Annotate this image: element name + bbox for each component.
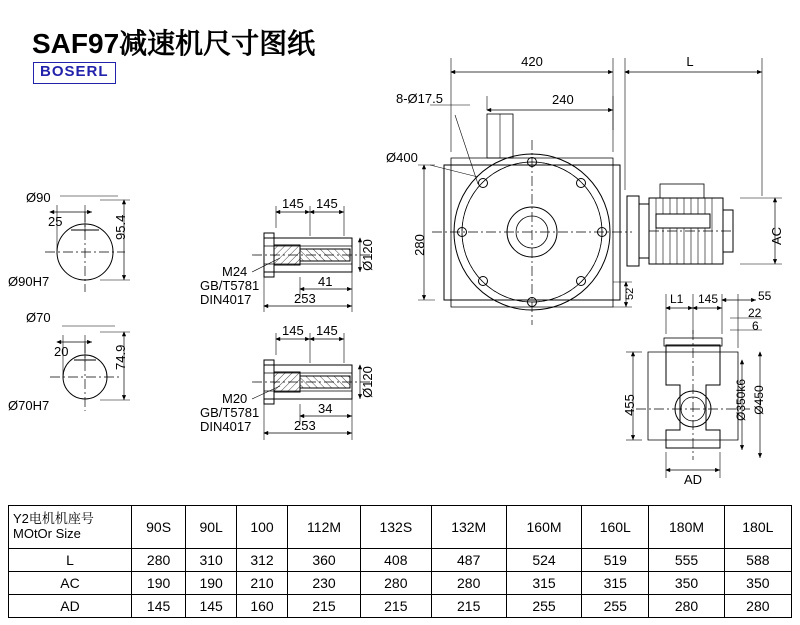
label-hs1-d120: Ø120 bbox=[360, 239, 375, 271]
table-cell: 280 bbox=[431, 572, 506, 595]
table-cell: 190 bbox=[132, 572, 186, 595]
table-cell: 588 bbox=[724, 549, 791, 572]
table-cell: 145 bbox=[132, 595, 186, 618]
label-dim-52: 52 bbox=[624, 287, 636, 300]
label-dim-145r: 145 bbox=[698, 292, 719, 306]
label-dim-450: Ø450 bbox=[752, 385, 766, 415]
label-shaft1-954: 95.4 bbox=[113, 214, 128, 240]
label-shaft1-d90: Ø90 bbox=[26, 190, 51, 205]
label-hs1-145b: 145 bbox=[316, 196, 338, 211]
label-hs2-m20: M20 bbox=[222, 391, 248, 406]
dimensions-table bbox=[8, 505, 792, 618]
label-hs2-253: 253 bbox=[294, 418, 316, 433]
label-shaft1-bore: Ø90H7 bbox=[8, 274, 50, 289]
table-cell: 315 bbox=[582, 572, 649, 595]
shaft-view-90 bbox=[45, 196, 130, 292]
label-dim-L: L bbox=[686, 54, 694, 69]
table-col-header: 112M bbox=[287, 506, 360, 549]
label-hs2-gb: GB/T5781 bbox=[200, 405, 260, 420]
label-dim-6: 6 bbox=[752, 319, 759, 333]
label-hs1-m24: M24 bbox=[222, 264, 248, 279]
label-dim-AC: AC bbox=[769, 226, 784, 246]
label-hs2-145a: 145 bbox=[282, 323, 304, 338]
table-cell: 190 bbox=[186, 572, 237, 595]
table-cell: 315 bbox=[506, 572, 581, 595]
table-cell: 555 bbox=[649, 549, 724, 572]
table-row bbox=[9, 572, 792, 595]
table-cell: 312 bbox=[237, 549, 288, 572]
table-row bbox=[9, 595, 792, 618]
label-dim-455: 455 bbox=[622, 394, 637, 416]
label-dim-280: 280 bbox=[412, 234, 427, 256]
table-cell: 280 bbox=[361, 572, 431, 595]
table-cell: 350 bbox=[724, 572, 791, 595]
label-hs1-41: 41 bbox=[318, 274, 333, 289]
label-shaft2-d70: Ø70 bbox=[26, 310, 51, 325]
label-hs2-34: 34 bbox=[318, 401, 333, 416]
table-cell: 310 bbox=[186, 549, 237, 572]
table-cell: 487 bbox=[431, 549, 506, 572]
corner-line-1: Y2电机机座号 bbox=[13, 511, 94, 527]
table-cell: 145 bbox=[186, 595, 237, 618]
brand-logo: BOSERL bbox=[33, 62, 116, 84]
label-hs1-145a: 145 bbox=[282, 196, 304, 211]
label-dim-AD: AD bbox=[683, 472, 703, 487]
table-header-row bbox=[9, 506, 792, 549]
label-hs2-din: DIN4017 bbox=[200, 419, 252, 434]
label-dim-55: 55 bbox=[758, 289, 772, 303]
table-row bbox=[9, 549, 792, 572]
table-cell: 215 bbox=[287, 595, 360, 618]
table-col-header: 90L bbox=[186, 506, 237, 549]
label-shaft2-20: 20 bbox=[54, 344, 69, 359]
label-dim-22: 22 bbox=[748, 306, 762, 320]
label-dim-L1: L1 bbox=[670, 292, 684, 306]
main-assembly-view bbox=[418, 58, 782, 325]
table-col-header: 100 bbox=[237, 506, 288, 549]
label-shaft2-bore: Ø70H7 bbox=[8, 398, 50, 413]
corner-line-2: MOtOr Size bbox=[13, 526, 81, 541]
table-col-header: 160M bbox=[506, 506, 581, 549]
table-col-header: 180M bbox=[649, 506, 724, 549]
table-cell: 280 bbox=[649, 595, 724, 618]
table-row-label: AD bbox=[9, 595, 132, 618]
table-cell: 519 bbox=[582, 549, 649, 572]
table-cell: 210 bbox=[237, 572, 288, 595]
table-cell: 215 bbox=[431, 595, 506, 618]
table-row-label: AC bbox=[9, 572, 132, 595]
label-dim-holes: 8-Ø17.5 bbox=[396, 91, 443, 106]
label-hs1-din: DIN4017 bbox=[200, 292, 252, 307]
table-cell: 215 bbox=[361, 595, 431, 618]
table-col-header: 160L bbox=[582, 506, 649, 549]
label-hs1-gb: GB/T5781 bbox=[200, 278, 260, 293]
table-col-header: 90S bbox=[132, 506, 186, 549]
table-cell: 360 bbox=[287, 549, 360, 572]
page-title: SAF97减速机尺寸图纸 bbox=[32, 28, 316, 59]
label-hs2-d120: Ø120 bbox=[360, 366, 375, 398]
label-dim-420: 420 bbox=[521, 54, 543, 69]
table-cell: 408 bbox=[361, 549, 431, 572]
table-cell: 280 bbox=[724, 595, 791, 618]
table-row-label: L bbox=[9, 549, 132, 572]
label-dim-240: 240 bbox=[552, 92, 574, 107]
table-col-header: 132S bbox=[361, 506, 431, 549]
table-col-header: 132M bbox=[431, 506, 506, 549]
table-cell: 280 bbox=[132, 549, 186, 572]
table-cell: 350 bbox=[649, 572, 724, 595]
label-shaft1-25: 25 bbox=[48, 214, 63, 229]
label-dim-350: Ø350k6 bbox=[734, 378, 748, 422]
table-cell: 230 bbox=[287, 572, 360, 595]
table-cell: 160 bbox=[237, 595, 288, 618]
table-col-header: 180L bbox=[724, 506, 791, 549]
table-corner-label bbox=[9, 506, 132, 549]
table-cell: 255 bbox=[506, 595, 581, 618]
label-shaft2-749: 74.9 bbox=[113, 344, 128, 370]
label-hs2-145b: 145 bbox=[316, 323, 338, 338]
label-hs1-253: 253 bbox=[294, 291, 316, 306]
table-cell: 524 bbox=[506, 549, 581, 572]
table-cell: 255 bbox=[582, 595, 649, 618]
label-dim-400: Ø400 bbox=[386, 150, 418, 165]
